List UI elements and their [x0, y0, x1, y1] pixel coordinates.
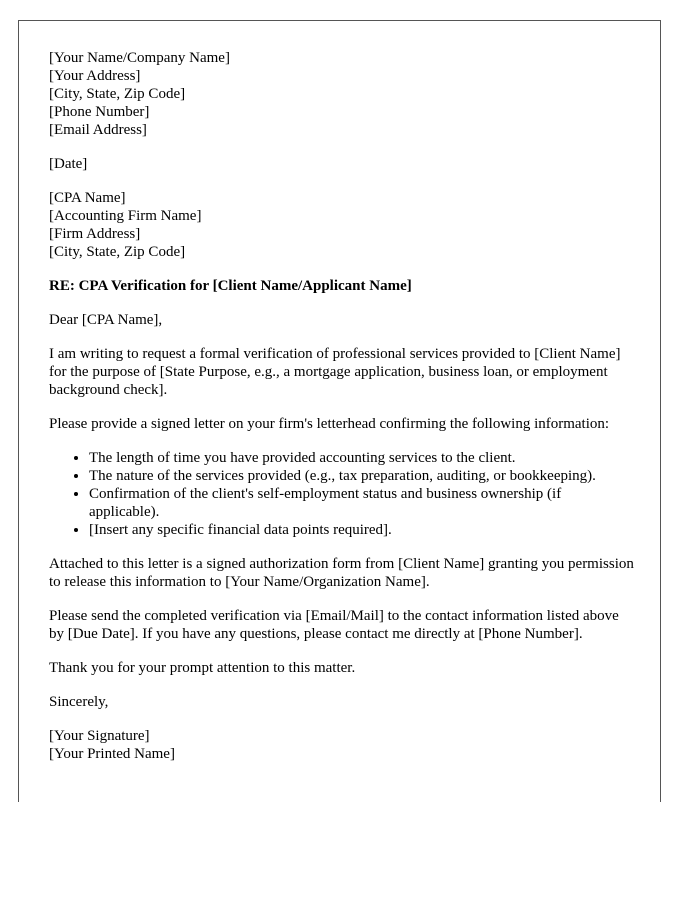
printed-name: [Your Printed Name]	[49, 746, 175, 762]
instructions-paragraph: Please send the completed verification via [Email/Mail] to the contact information listed above by [Due Date]. If you have any questions, please contact me directly at [Phone Number].	[49, 608, 619, 642]
recipient-firm-address: [Firm Address]	[49, 226, 141, 242]
sender-block	[49, 49, 634, 139]
signature-line: [Your Signature]	[49, 728, 150, 744]
recipient-city-state-zip: [City, State, Zip Code]	[49, 244, 186, 260]
sender-phone: [Phone Number]	[49, 104, 150, 120]
list-item: • The nature of the services provided (e.g., tax preparation, auditing, or bookkeeping).	[89, 467, 634, 485]
recipient-cpa-name: [CPA Name]	[49, 190, 126, 206]
attachment-paragraph: Attached to this letter is a signed authorization form from [Client Name] granting you permission to release this information to [Your Name/Organization Name].	[49, 556, 634, 590]
sender-name: [Your Name/Company Name]	[49, 50, 230, 66]
letter-page	[18, 20, 661, 802]
recipient-firm-name: [Accounting Firm Name]	[49, 208, 202, 224]
date-block	[49, 155, 634, 173]
letter-content	[49, 49, 634, 779]
salutation: Dear [CPA Name],	[49, 312, 163, 328]
thanks-paragraph: Thank you for your prompt attention to this matter.	[49, 660, 356, 676]
recipient-block	[49, 189, 634, 261]
request-paragraph: Please provide a signed letter on your firm's letterhead confirming the following information:	[49, 416, 610, 432]
sender-email: [Email Address]	[49, 122, 147, 138]
list-item: • The length of time you have provided accounting services to the client.	[89, 449, 634, 467]
list-item: • [Insert any specific financial data points required].	[89, 521, 634, 539]
sender-city-state-zip: [City, State, Zip Code]	[49, 86, 186, 102]
sender-address: [Your Address]	[49, 68, 141, 84]
verification-list	[49, 449, 634, 539]
letter-date: [Date]	[49, 156, 88, 172]
closing: Sincerely,	[49, 694, 109, 710]
subject-line: RE: CPA Verification for [Client Name/Applicant Name]	[49, 278, 412, 294]
list-item: • Confirmation of the client's self-employment status and business ownership (if applicable).	[89, 485, 634, 521]
signature-block	[49, 727, 634, 763]
intro-paragraph: I am writing to request a formal verification of professional services provided to [Client Name] for the purpose of [State Purpose, e.g., a mortgage application, business loan, or employment background check].	[49, 346, 621, 398]
